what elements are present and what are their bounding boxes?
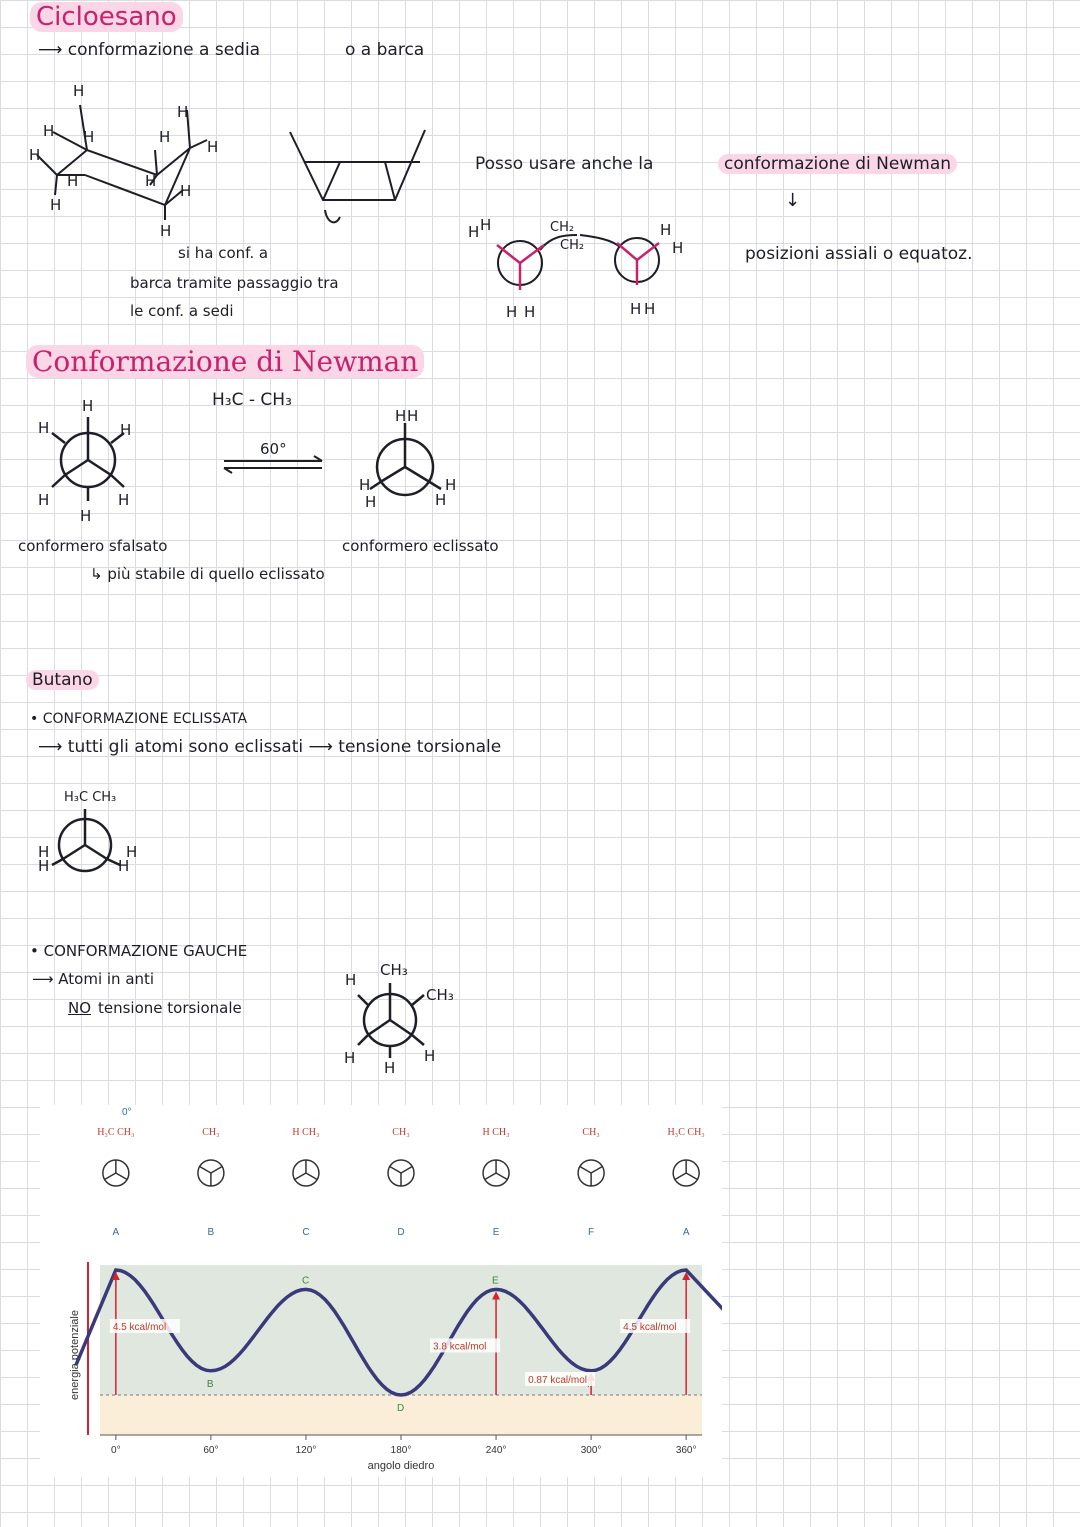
gauche-no: NO bbox=[68, 999, 92, 1017]
ch2-label: CH₂ bbox=[560, 238, 585, 253]
h-label: H bbox=[120, 421, 132, 439]
h-label: H bbox=[38, 491, 50, 509]
conformer-letter: E bbox=[492, 1227, 500, 1238]
ch2-label: CH₂ bbox=[550, 220, 575, 235]
h-label: H bbox=[43, 122, 55, 140]
newman-hint-highlight: conformazione di Newman bbox=[718, 154, 957, 174]
eclipsed-label: conformero eclissato bbox=[342, 537, 499, 555]
point-label-B: B bbox=[206, 1378, 214, 1390]
h-label: H bbox=[344, 1049, 356, 1067]
x-axis-label: angolo diedro bbox=[367, 1460, 435, 1472]
x-tick-label: 0° bbox=[111, 1445, 121, 1456]
conformer-letter: A bbox=[112, 1227, 120, 1238]
x-tick-label: 240° bbox=[485, 1445, 507, 1456]
h-label: H bbox=[38, 843, 50, 861]
cyclohexane-newman-drawing bbox=[462, 205, 702, 321]
h-label: H bbox=[159, 128, 171, 146]
h-label: H bbox=[126, 843, 138, 861]
h-label: H bbox=[468, 223, 480, 241]
cyclohexane-title: Cicloesano bbox=[30, 2, 183, 32]
axial-equatorial-text: posizioni assiali o equatoz. bbox=[745, 244, 973, 264]
h-label: H bbox=[180, 182, 192, 200]
x-tick-label: 120° bbox=[295, 1445, 317, 1456]
stability-note: ↳ più stabile di quello eclissato bbox=[90, 565, 325, 583]
chair-conformation-drawing bbox=[25, 80, 265, 240]
h-label: H bbox=[38, 857, 50, 875]
butane-gauche-newman bbox=[340, 955, 480, 1075]
h-label: H bbox=[50, 196, 62, 214]
ethane-formula: H₃C - CH₃ bbox=[212, 390, 292, 410]
h-label: H bbox=[118, 857, 130, 875]
down-arrow: ↓ bbox=[785, 190, 801, 211]
h-label: H bbox=[345, 971, 357, 989]
x-tick-label: 360° bbox=[675, 1445, 697, 1456]
boat-conformation-drawing bbox=[285, 122, 445, 232]
point-label-D: D bbox=[397, 1403, 405, 1414]
gauche-line-2: tensione torsionale bbox=[98, 999, 242, 1017]
h-label: H bbox=[630, 300, 642, 318]
h-label: H bbox=[83, 128, 95, 146]
h-label: H bbox=[644, 300, 656, 318]
energy-annotation: 3.8 kcal/mol bbox=[433, 1341, 487, 1353]
h-label: H bbox=[506, 303, 518, 321]
conformer-group-label: CH₃ bbox=[392, 1127, 410, 1138]
conformer-group-label: H₃C CH₃ bbox=[667, 1127, 705, 1138]
x-tick-label: 180° bbox=[390, 1445, 412, 1456]
h-label: H bbox=[384, 1059, 396, 1077]
butane-eclipsed-top-label: H₃C CH₃ bbox=[64, 790, 117, 805]
eclipsed-ethane-newman bbox=[355, 405, 475, 515]
h-label: H bbox=[524, 303, 536, 321]
h-label: H bbox=[80, 507, 92, 525]
y-axis-label: energia potenziale bbox=[69, 1310, 81, 1400]
h-label: H bbox=[38, 419, 50, 437]
gauche-line-1: ⟶ Atomi in anti bbox=[32, 970, 155, 988]
conformer-group-label: CH₃ bbox=[202, 1127, 220, 1138]
rotation-annotation: 0° bbox=[122, 1107, 132, 1118]
boat-note-2: barca tramite passaggio tra bbox=[130, 274, 339, 292]
h-label: H bbox=[207, 138, 219, 156]
h-label: H bbox=[407, 407, 419, 425]
h-label: H bbox=[480, 216, 492, 234]
conformer-letter: D bbox=[397, 1227, 405, 1238]
ch3-label: CH₃ bbox=[380, 961, 408, 979]
eclipsed-description: ⟶ tutti gli atomi sono eclissati ⟶ tensione torsionale bbox=[38, 737, 502, 757]
conformer-group-label: H CH₃ bbox=[292, 1127, 320, 1138]
conformer-letter: F bbox=[588, 1227, 595, 1238]
energy-annotation: 4.5 kcal/mol bbox=[112, 1322, 167, 1333]
x-tick-label: 300° bbox=[580, 1445, 602, 1456]
newman-title: Conformazione di Newman bbox=[26, 345, 424, 378]
conformer-letter: A bbox=[682, 1227, 690, 1238]
chair-boat-subtitle: ⟶ conformazione a sedia bbox=[38, 40, 261, 60]
equilibrium-arrows bbox=[222, 456, 332, 476]
h-label: H bbox=[145, 172, 157, 190]
x-tick-label: 60° bbox=[203, 1445, 219, 1456]
staggered-label: conformero sfalsato bbox=[18, 537, 168, 555]
h-label: H bbox=[29, 146, 41, 164]
point-label-C: C bbox=[301, 1275, 310, 1287]
h-label: H bbox=[67, 172, 79, 190]
h-label: H bbox=[359, 476, 371, 494]
point-label-E: E bbox=[492, 1275, 499, 1287]
h-label: H bbox=[445, 476, 457, 494]
conformer-group-label: H₃C CH₃ bbox=[97, 1127, 135, 1138]
chart-lower-band bbox=[100, 1395, 702, 1435]
butane-eclipsed-newman bbox=[30, 805, 150, 895]
newman-hint-text: Posso usare anche la bbox=[475, 154, 654, 174]
energy-annotation: 4.5 kcal/mol bbox=[623, 1322, 677, 1333]
ch3-label: CH₃ bbox=[426, 986, 454, 1004]
h-label: H bbox=[177, 103, 189, 121]
energy-chart-svg bbox=[40, 1105, 722, 1477]
h-label: H bbox=[395, 407, 407, 425]
h-label: H bbox=[660, 221, 672, 239]
butane-title: Butano bbox=[26, 670, 99, 690]
h-label: H bbox=[118, 491, 130, 509]
conformer-group-label: H CH₃ bbox=[482, 1127, 510, 1138]
conformer-letter: C bbox=[302, 1227, 310, 1238]
eclipsed-heading: • CONFORMAZIONE ECLISSATA bbox=[30, 711, 248, 727]
conformer-group-label: CH₃ bbox=[582, 1127, 600, 1138]
h-label: H bbox=[73, 82, 85, 100]
gauche-heading: • CONFORMAZIONE GAUCHE bbox=[30, 942, 248, 960]
conformer-letter: B bbox=[207, 1227, 215, 1238]
chart-upper-band bbox=[100, 1265, 702, 1395]
angle-label: 60° bbox=[260, 440, 287, 458]
h-label: H bbox=[424, 1047, 436, 1065]
h-label: H bbox=[160, 222, 172, 240]
energy-annotation: 0.87 kcal/mol bbox=[528, 1375, 588, 1386]
h-label: H bbox=[82, 397, 94, 415]
h-label: H bbox=[672, 239, 684, 257]
boat-subtitle: o a barca bbox=[345, 40, 425, 60]
staggered-ethane-newman bbox=[30, 395, 160, 525]
butane-energy-chart bbox=[40, 1105, 722, 1477]
h-label: H bbox=[365, 493, 377, 511]
h-label: H bbox=[435, 491, 447, 509]
boat-note-1: si ha conf. a bbox=[178, 244, 269, 262]
boat-note-3: le conf. a sedi bbox=[130, 302, 234, 320]
